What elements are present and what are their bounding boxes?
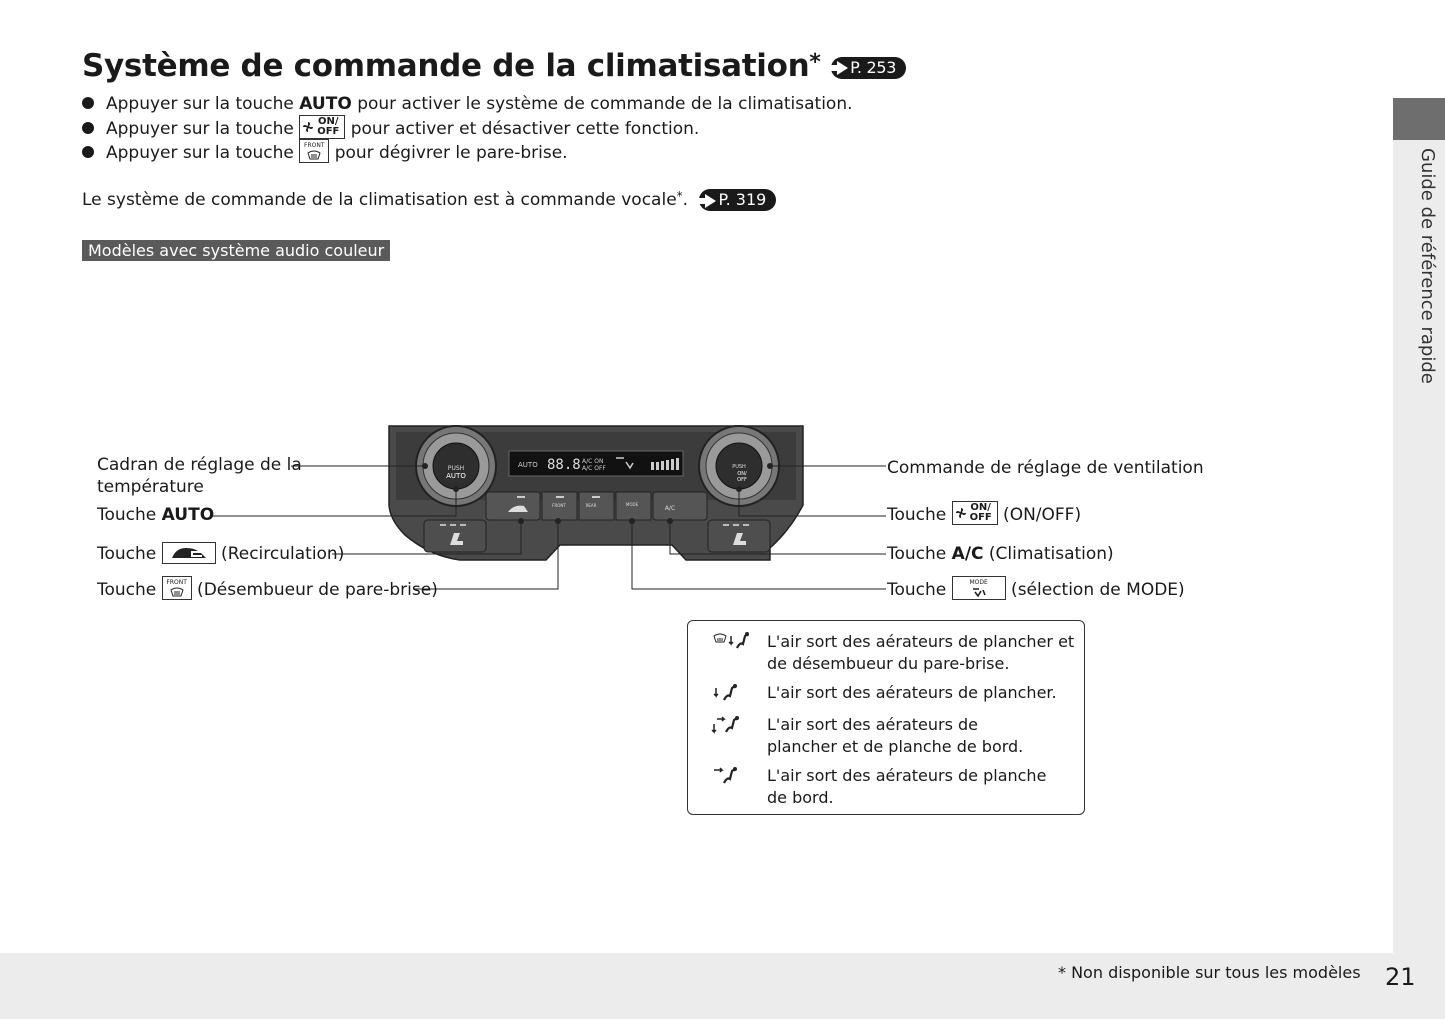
legend-text: L'air sort des aérateurs de plancher et: [767, 632, 1075, 651]
dash-vent-icon: [710, 765, 750, 791]
bullet-text: Appuyer sur la touche: [106, 118, 300, 139]
bullet-text: pour activer le système de commande de la climatisation.: [351, 94, 853, 114]
callout-bold: A/C: [951, 544, 984, 564]
btn-ac-label: A/C: [664, 505, 676, 512]
callout-bold: AUTO: [161, 505, 215, 525]
auto-push-label: PUSH: [447, 465, 465, 472]
ac-button[interactable]: [653, 492, 707, 520]
bullet-text: Appuyer sur la touche: [106, 143, 300, 163]
callout-auto: [97, 504, 214, 526]
callout-text: (Climatisation): [983, 544, 1114, 564]
page-number: 21: [1385, 963, 1416, 991]
front-defrost-key-icon: [162, 576, 192, 600]
lcd-ac-off-text: A/C OFF: [582, 465, 606, 472]
callout-text: (sélection de MODE): [1005, 580, 1185, 600]
callout-text: température: [97, 477, 204, 497]
recirculation-button[interactable]: [486, 492, 540, 520]
key-off-label: OFF: [969, 512, 992, 523]
legend-item: [767, 765, 1046, 809]
callout-temperature-dial: [97, 454, 302, 498]
lcd-temp-text: 88.8: [547, 457, 581, 473]
callout-on-off: [887, 503, 1081, 527]
on-off-key-icon: [952, 501, 998, 525]
legend-item: [767, 682, 1057, 704]
model-badge: Modèles avec système audio couleur: [82, 240, 390, 261]
callout-recirculation: [97, 543, 344, 565]
callout-defog: [97, 578, 438, 602]
key-on-label: ON/: [318, 115, 339, 127]
recirculation-key-icon: [162, 542, 216, 564]
key-front-label: FRONT: [304, 142, 325, 149]
page-ref-text: P. 319: [718, 190, 767, 209]
btn-front-label: FRONT: [552, 503, 566, 508]
legend-text: de désembueur du pare-brise.: [767, 654, 1010, 673]
auto-label: AUTO: [446, 472, 466, 480]
mode-key-icon: [952, 576, 1006, 600]
legend-text: plancher et de planche de bord.: [767, 737, 1024, 756]
onoff-on-label: ON/: [737, 471, 747, 477]
footnote: * Non disponible sur tous les modèles: [1058, 963, 1361, 982]
legend-text: L'air sort des aérateurs de: [767, 715, 978, 734]
btn-mode-label: MODE: [625, 502, 639, 507]
callout-mode: [887, 578, 1185, 602]
key-off-label: OFF: [317, 125, 340, 137]
callout-ac: [887, 543, 1114, 565]
legend-text: de bord.: [767, 788, 834, 807]
side-tab-label: Guide de référence rapide: [1417, 148, 1438, 384]
callout-text: Touche: [887, 544, 952, 564]
legend-text: L'air sort des aérateurs de plancher.: [767, 683, 1057, 702]
title-text: Système de commande de la climatisation: [82, 48, 810, 84]
voice-asterisk: *: [676, 189, 683, 203]
floor-dash-vent-icon: [710, 714, 750, 740]
key-mode-label: MODE: [969, 579, 988, 586]
callout-text: Touche: [97, 544, 162, 564]
callout-text: Touche: [97, 505, 162, 525]
bullet-text: pour dégivrer le pare-brise.: [329, 143, 568, 163]
floor-vent-icon: [710, 682, 750, 708]
callout-text: Touche: [887, 505, 952, 525]
btn-rear-label: REAR: [585, 503, 597, 508]
lcd-ac-on-text: A/C ON: [582, 458, 604, 465]
callout-text: Touche: [887, 580, 952, 600]
callout-text: (Désembueur de pare-brise): [191, 580, 438, 600]
bullet-key-text: AUTO: [299, 94, 352, 114]
callout-text: Cadran de réglage de la: [97, 455, 302, 475]
callout-text: Commande de réglage de ventilation: [887, 458, 1204, 478]
callout-text: Touche: [97, 580, 162, 600]
legend-text: L'air sort des aérateurs de planche: [767, 766, 1047, 785]
legend-item: [767, 631, 1074, 675]
callout-text: (Recirculation): [215, 544, 345, 564]
key-on-label: ON/: [970, 502, 991, 513]
onoff-off-label: OFF: [737, 477, 747, 483]
bullet-text: pour activer et désactiver cette fonction.: [345, 118, 700, 139]
bullet-text: Appuyer sur la touche: [106, 94, 300, 114]
callout-text: (ON/OFF): [997, 505, 1082, 525]
legend-item: [767, 714, 1023, 758]
callout-fan-control: [887, 457, 1204, 479]
floor-defrost-icon: [710, 630, 750, 660]
onoff-push-label: PUSH: [732, 464, 746, 470]
lcd-auto-text: AUTO: [518, 461, 538, 469]
voice-period: .: [682, 190, 689, 210]
page-ref-text: P. 253: [850, 57, 897, 77]
voice-text: Le système de commande de la climatisation est à commande vocale: [82, 190, 677, 210]
key-front-label: FRONT: [166, 579, 187, 586]
title-asterisk: *: [809, 50, 821, 75]
